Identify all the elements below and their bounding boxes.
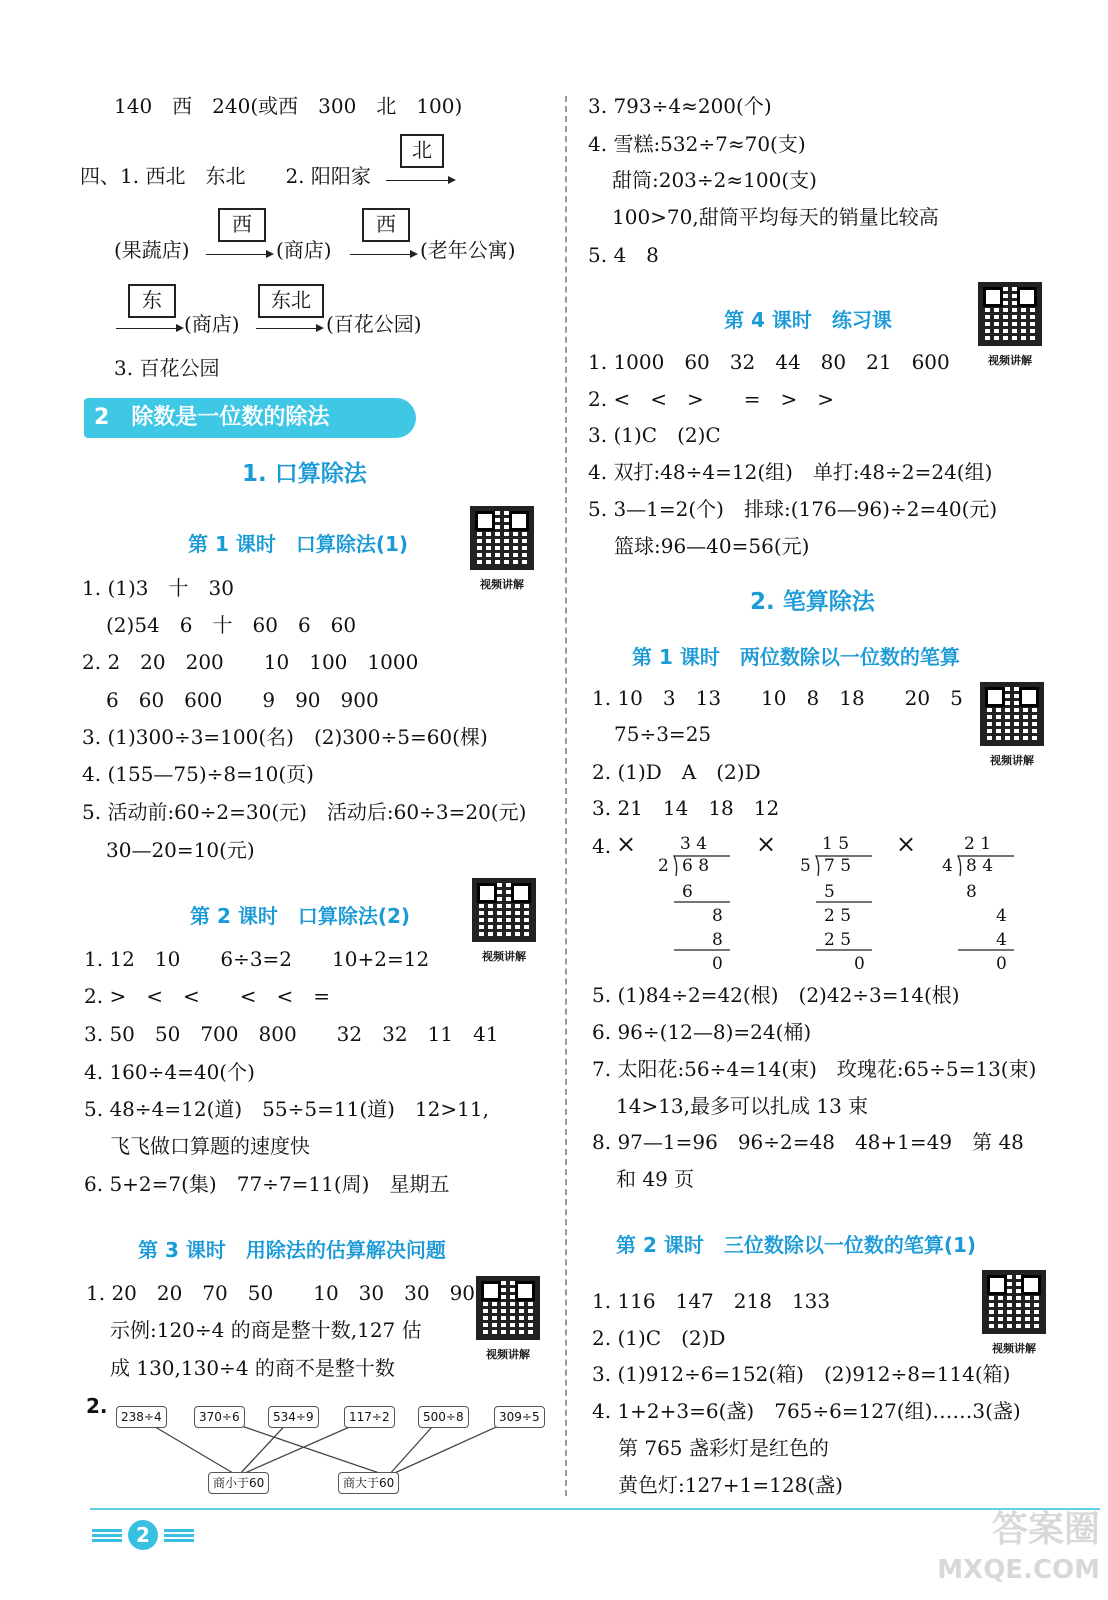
route-label: (商店) bbox=[276, 238, 332, 262]
answer-line: 4. 雪糕:532÷7≈70(支) bbox=[588, 132, 806, 156]
qr-icon bbox=[982, 1270, 1046, 1334]
dividend: 8 4 bbox=[966, 856, 994, 876]
step: 5 bbox=[824, 882, 835, 902]
step: 4 bbox=[996, 906, 1007, 926]
match-item: 238÷4 bbox=[116, 1406, 167, 1428]
lesson-title: 第 1 课时 口算除法(1) bbox=[188, 532, 409, 556]
answer-line: 5. 3—1=2(个) 排球:(176—96)÷2=40(元) bbox=[588, 497, 998, 521]
answer-line: 100>70,甜筒平均每天的销量比较高 bbox=[612, 205, 939, 229]
long-division bbox=[798, 830, 878, 974]
answer-line: 2. 2 20 200 10 100 1000 bbox=[82, 650, 419, 674]
step: 2 5 bbox=[824, 906, 852, 926]
route-label: (果蔬店) bbox=[114, 238, 190, 262]
dividend: 6 8 bbox=[682, 856, 710, 876]
answer-line: 1. 20 20 70 50 10 30 30 90 bbox=[86, 1281, 476, 1305]
qr-caption: 视频讲解 bbox=[480, 578, 524, 591]
direction-box: 北 bbox=[400, 134, 444, 168]
lesson-title: 第 2 课时 三位数除以一位数的笔算(1) bbox=[616, 1233, 977, 1257]
qr-icon bbox=[980, 682, 1044, 746]
qr-caption: 视频讲解 bbox=[990, 754, 1034, 767]
unit-number: 2 bbox=[94, 405, 110, 430]
answer-line: 1. 116 147 218 133 bbox=[592, 1289, 831, 1313]
answer-line: 1. (1)3 十 30 bbox=[82, 576, 234, 600]
answer-line: 3. 50 50 700 800 32 32 11 41 bbox=[84, 1022, 499, 1046]
step: 2 5 bbox=[824, 930, 852, 950]
qr-code[interactable] bbox=[476, 1276, 540, 1362]
qr-code[interactable] bbox=[470, 506, 534, 592]
quotient: 3 4 bbox=[680, 834, 708, 854]
answer-line: 8. 97—1=96 96÷2=48 48+1=49 第 48 bbox=[592, 1130, 1024, 1154]
answer-line: 4. 1+2+3=6(盏) 765÷6=127(组)……3(盏) bbox=[592, 1399, 1021, 1423]
answer-line: 黄色灯:127+1=128(盏) bbox=[618, 1473, 843, 1497]
column-divider bbox=[565, 96, 567, 1496]
answer-line: 75÷3=25 bbox=[614, 722, 712, 746]
answer-line: 5. 活动前:60÷2=30(元) 活动后:60÷3=20(元) bbox=[82, 800, 527, 824]
step: 8 bbox=[966, 882, 977, 902]
direction-box: 东 bbox=[128, 284, 176, 318]
arrow bbox=[116, 328, 182, 329]
answer-line: 篮球:96—40=56(元) bbox=[614, 534, 810, 558]
answer-line: 2. > < < < < = bbox=[84, 984, 330, 1008]
answer-line: 1. 12 10 6÷3=2 10+2=12 bbox=[84, 947, 430, 971]
top-line: 140 西 240(或西 300 北 100) bbox=[114, 94, 463, 118]
lesson-title: 第 1 课时 两位数除以一位数的笔算 bbox=[632, 645, 960, 669]
answer-line: 1. 10 3 13 10 8 18 20 5 bbox=[592, 686, 963, 710]
answer-line: 2. < < > = > > bbox=[588, 387, 834, 411]
answer-line: 4. 160÷4=40(个) bbox=[84, 1060, 255, 1084]
wrong-mark-icon: × bbox=[756, 830, 777, 858]
answer-line: 1. 1000 60 32 44 80 21 600 bbox=[588, 350, 950, 374]
answer-line: 6 60 600 9 90 900 bbox=[106, 688, 379, 712]
arrow bbox=[256, 328, 322, 329]
lesson-title: 第 2 课时 口算除法(2) bbox=[190, 904, 411, 928]
divisor: 5 bbox=[800, 856, 811, 876]
quotient: 2 1 bbox=[964, 834, 992, 854]
long-division bbox=[656, 830, 736, 974]
q4-3: 3. 百花公园 bbox=[114, 356, 220, 380]
direction-box: 东北 bbox=[258, 284, 324, 318]
answer-line: 4. 双打:48÷4=12(组) 单打:48÷2=24(组) bbox=[588, 460, 993, 484]
step: 4 bbox=[996, 930, 1007, 950]
answer-line: 5. 4 8 bbox=[588, 243, 659, 267]
match-item: 370÷6 bbox=[194, 1406, 245, 1428]
arrow bbox=[386, 180, 454, 181]
answer-line: 示例:120÷4 的商是整十数,127 估 bbox=[110, 1318, 422, 1342]
qr-icon bbox=[978, 282, 1042, 346]
route-label: (商店) bbox=[184, 312, 240, 336]
direction-box: 西 bbox=[218, 208, 266, 242]
section-title: 1. 口算除法 bbox=[242, 461, 367, 487]
answer-line: 6. 96÷(12—8)=24(桶) bbox=[592, 1020, 812, 1044]
match-target: 商大于60 bbox=[338, 1472, 399, 1494]
qr-code[interactable] bbox=[472, 878, 536, 964]
answer-line: 6. 5+2=7(集) 77÷7=11(周) 星期五 bbox=[84, 1172, 450, 1196]
long-division bbox=[940, 830, 1020, 974]
section-title: 2. 笔算除法 bbox=[750, 589, 875, 615]
match-item: 309÷5 bbox=[494, 1406, 545, 1428]
qr-icon bbox=[476, 1276, 540, 1340]
wrong-mark-icon: × bbox=[896, 830, 917, 858]
answer-line: 4. bbox=[592, 834, 612, 858]
qr-caption: 视频讲解 bbox=[988, 354, 1032, 367]
match-item: 500÷8 bbox=[418, 1406, 469, 1428]
route-label: (老年公寓) bbox=[420, 238, 516, 262]
match-item: 534÷9 bbox=[268, 1406, 319, 1428]
answer-line: 3. (1)C (2)C bbox=[588, 423, 721, 447]
step: 8 bbox=[712, 930, 723, 950]
answer-line: 5. (1)84÷2=42(根) (2)42÷3=14(根) bbox=[592, 983, 960, 1007]
qr-caption: 视频讲解 bbox=[486, 1348, 530, 1361]
q4-line: 四、1. 西北 东北 2. 阳阳家 bbox=[80, 164, 371, 188]
qr-code[interactable] bbox=[982, 1270, 1046, 1356]
answer-line: 2. (1)C (2)D bbox=[592, 1326, 726, 1350]
answer-line: 3. (1)300÷3=100(名) (2)300÷5=60(棵) bbox=[82, 725, 488, 749]
qr-icon bbox=[470, 506, 534, 570]
arrow bbox=[350, 254, 416, 255]
divisor: 4 bbox=[942, 856, 953, 876]
qr-caption: 视频讲解 bbox=[992, 1342, 1036, 1355]
watermark bbox=[937, 1510, 1100, 1590]
unit-title: 除数是一位数的除法 bbox=[131, 405, 330, 430]
answer-line: 4. (155—75)÷8=10(页) bbox=[82, 762, 314, 786]
q2-label: 2. bbox=[86, 1394, 108, 1418]
answer-line: 7. 太阳花:56÷4=14(束) 玫瑰花:65÷5=13(束) bbox=[592, 1057, 1037, 1081]
watermark-url: MXQE.COM bbox=[937, 1555, 1100, 1585]
remainder: 0 bbox=[712, 954, 723, 974]
qr-caption: 视频讲解 bbox=[482, 950, 526, 963]
lesson-title: 第 3 课时 用除法的估算解决问题 bbox=[138, 1238, 446, 1262]
answer-line: 甜筒:203÷2≈100(支) bbox=[612, 168, 817, 192]
answer-line: 3. 21 14 18 12 bbox=[592, 796, 780, 820]
direction-box: 西 bbox=[362, 208, 410, 242]
answer-line: (2)54 6 十 60 6 60 bbox=[106, 613, 357, 637]
answer-line: 3. 793÷4≈200(个) bbox=[588, 94, 772, 118]
qr-code[interactable] bbox=[980, 682, 1044, 768]
page-number: 2 bbox=[128, 1520, 158, 1550]
unit-banner bbox=[84, 398, 416, 438]
matching-lines bbox=[108, 1394, 548, 1504]
page-number-badge bbox=[92, 1520, 198, 1550]
remainder: 0 bbox=[854, 954, 865, 974]
qr-code[interactable] bbox=[978, 282, 1042, 368]
lesson-title: 第 4 课时 练习课 bbox=[724, 308, 892, 332]
answer-line: 30—20=10(元) bbox=[106, 838, 255, 862]
answer-line: 和 49 页 bbox=[616, 1167, 695, 1191]
answer-line: 成 130,130÷4 的商不是整十数 bbox=[110, 1356, 395, 1380]
remainder: 0 bbox=[996, 954, 1007, 974]
dividend: 7 5 bbox=[824, 856, 852, 876]
route-label: (百花公园) bbox=[326, 312, 422, 336]
step: 6 bbox=[682, 882, 693, 902]
quotient: 1 5 bbox=[822, 834, 850, 854]
answer-line: 飞飞做口算题的速度快 bbox=[110, 1134, 310, 1158]
match-item: 117÷2 bbox=[344, 1406, 395, 1428]
wrong-mark-icon: × bbox=[616, 830, 637, 858]
answer-line: 2. (1)D A (2)D bbox=[592, 760, 761, 784]
answer-line: 5. 48÷4=12(道) 55÷5=11(道) 12>11, bbox=[84, 1097, 489, 1121]
qr-icon bbox=[472, 878, 536, 942]
divisor: 2 bbox=[658, 856, 669, 876]
answer-line: 14>13,最多可以扎成 13 束 bbox=[616, 1094, 869, 1118]
watermark-logo: 答案圈 bbox=[991, 1509, 1100, 1550]
match-target: 商小于60 bbox=[208, 1472, 269, 1494]
answer-line: 3. (1)912÷6=152(箱) (2)912÷8=114(箱) bbox=[592, 1362, 1011, 1386]
step: 8 bbox=[712, 906, 723, 926]
arrow bbox=[206, 254, 272, 255]
answer-line: 第 765 盏彩灯是红色的 bbox=[618, 1436, 829, 1460]
